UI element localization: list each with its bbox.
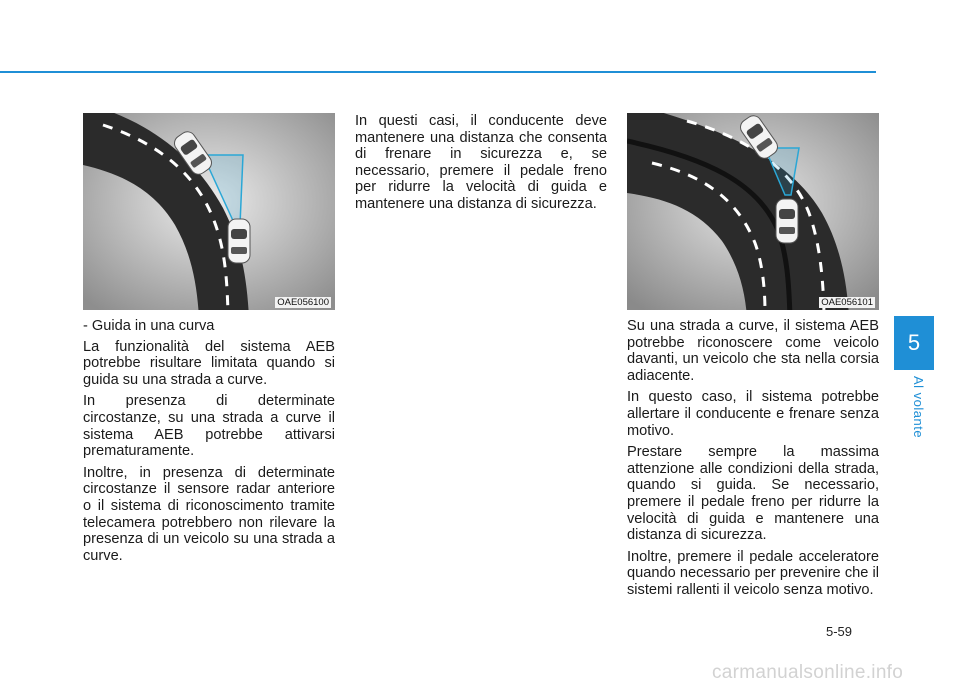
paragraph: In questo caso, il sistema potrebbe allertare il conducente e frenare senza motivo. [627, 389, 879, 439]
header-rule [0, 71, 876, 73]
paragraph: La funzionalità del sistema AEB potrebbe risultare limitata quando si guida su una strada a curve. [83, 338, 335, 388]
chapter-title: Al volante [911, 376, 926, 439]
page-number: 5-59 [826, 624, 853, 639]
curve-road-illustration [83, 113, 335, 310]
section-heading: - Guida in una curva [83, 318, 215, 334]
text-column-1 [83, 318, 335, 569]
paragraph: Su una strada a curve, il sistema AEB potrebbe riconoscere come veicolo davanti, un veicolo che sta nella corsia adiacente. [627, 318, 879, 384]
paragraph: Inoltre, premere il pedale acceleratore quando necessario per prevenire che il sistemi rallenti il veicolo senza motivo. [627, 548, 879, 598]
figure-code: OAE056101 [821, 297, 873, 308]
text-column-2 [355, 113, 607, 218]
adjacent-lane-illustration [627, 113, 879, 310]
figure-code: OAE056100 [277, 297, 329, 308]
paragraph: Prestare sempre la massima attenzione alle condizioni della strada, quando si guida. Se necessario, premere il pedale freno per ridurre la velocità di guida e mantenere una distanza di sicurezza. [627, 444, 879, 544]
chapter-tab: 5 [894, 316, 934, 370]
paragraph: Inoltre, in presenza di determinate circostanze il sensore radar anteriore o il sistema di riconoscimento tramite telecamera potrebbero non rilevare la presenza di un veicolo su una strada a curve. [83, 464, 335, 564]
text-column-3 [627, 318, 879, 604]
figure-adjacent-lane [627, 113, 879, 310]
figure-curve-road [83, 113, 335, 310]
paragraph: In questi casi, il conducente deve mantenere una distanza che consenta di frenare in sicurezza e, se necessario, premere il pedale freno per ridurre la velocità di guida e mantenere una distanza di sicurezza. [355, 113, 607, 212]
paragraph: In presenza di determinate circostanze, su una strada a curve il sistema AEB potrebbe attivarsi prematuramente. [83, 393, 335, 460]
watermark: carmanualsonline.info [712, 662, 904, 683]
